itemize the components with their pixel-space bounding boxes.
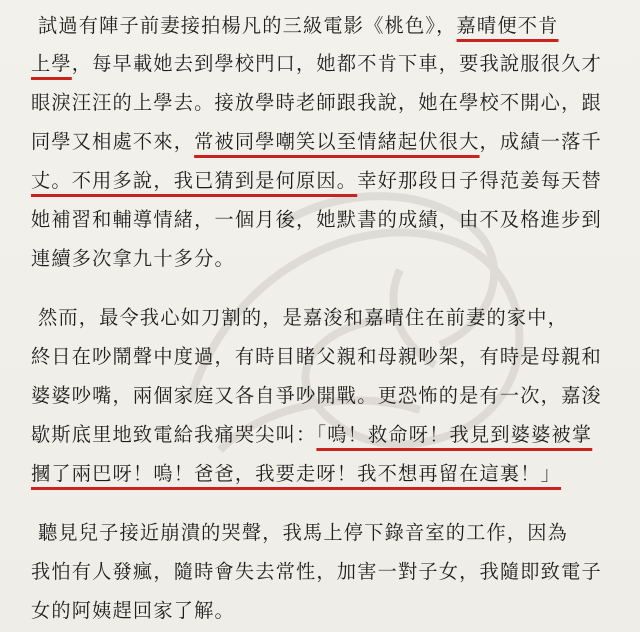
underlined-text: 「嗚！救命呀！我見到婆婆被掌 [316, 423, 593, 446]
text-segment: 眼淚汪汪的上學去。接放學時老師跟我說，她在學校不開心，跟 [31, 91, 602, 114]
paragraph-3-line-3 [0, 599, 640, 623]
underlined-text: 丈。不用多說，我已猜到是何原因。 [31, 169, 358, 192]
underlined-text: 常被同學嘲笑以至情緒起伏很大 [194, 130, 480, 153]
paragraph-1-line-2 [0, 52, 640, 76]
paragraph-1-line-5 [0, 169, 640, 193]
underlined-text: 上學 [31, 52, 72, 75]
paragraph-2-line-1 [0, 306, 640, 330]
paragraph-2-line-4 [0, 423, 640, 447]
text-segment: 連續多次拿九十多分。 [31, 247, 235, 270]
text-segment: ，成績一落千 [479, 130, 602, 153]
paragraph-2-line-3 [0, 384, 640, 408]
paragraph-1-line-7 [0, 247, 640, 271]
text-segment: 歇斯底里地致電給我痛哭尖叫： [31, 423, 317, 446]
text-segment: 婆婆吵嘴，兩個家庭又各自爭吵開戰。更恐怖的是有一次，嘉浚 [31, 384, 602, 407]
text-segment: 試過有陣子前妻接拍楊凡的三級電影《桃色》， [38, 14, 457, 37]
paragraph-2-line-5 [0, 462, 640, 486]
text-segment: 幸好那段日子得范姜每天替 [357, 169, 602, 192]
text-segment: 同學又相處不來， [31, 130, 195, 153]
text-segment: 然而，最令我心如刀割的，是嘉浚和嘉晴住在前妻的家中， [38, 306, 569, 329]
text-segment: 女的阿姨趕回家了解。 [31, 599, 235, 622]
paragraph-2-line-2 [0, 345, 640, 369]
text-segment: 她補習和輔導情緒，一個月後，她默書的成績，由不及格進步到 [31, 208, 602, 231]
paragraph-1-line-4 [0, 130, 640, 154]
text-segment: ，每早載她去到學校門口，她都不肯下車，要我說服很久才 [71, 52, 602, 75]
text-segment: 我怕有人發瘋，隨時會失去常性，加害一對子女，我隨即致電子 [31, 560, 602, 583]
paragraph-1-line-6 [0, 208, 640, 232]
underlined-text: 摑了兩巴呀！嗚！爸爸，我要走呀！我不想再留在這裏！」 [31, 462, 562, 485]
text-segment: 終日在吵鬧聲中度過，有時目睹父親和母親吵架，有時是母親和 [31, 345, 602, 368]
underlined-text: 嘉晴便不肯 [456, 14, 559, 37]
text-segment: 聽見兒子接近崩潰的哭聲，我馬上停下錄音室的工作，因為 [38, 521, 569, 544]
paragraph-1-line-1 [0, 14, 640, 38]
paragraph-1-line-3 [0, 91, 640, 115]
paragraph-3-line-2 [0, 560, 640, 584]
paragraph-3-line-1 [0, 521, 640, 545]
